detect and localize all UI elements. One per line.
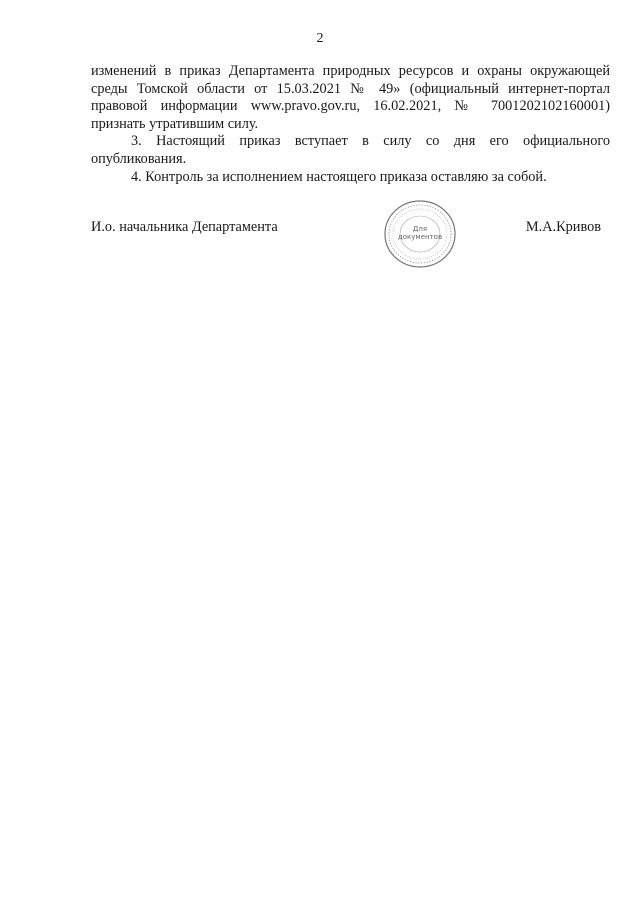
document-body xyxy=(91,63,610,186)
stamp-text-line-2: документов xyxy=(397,233,443,241)
signer-name: М.А.Кривов xyxy=(525,219,601,235)
page-number: 2 xyxy=(316,31,324,46)
signature-block xyxy=(91,219,610,239)
signer-title: И.о. начальника Департамента xyxy=(91,219,278,235)
paragraph-item-4: 4. Контроль за исполнением настоящего приказа оставляю за собой. xyxy=(131,168,547,185)
paragraph-continuation: изменений в приказ Департамента природных ресурсов и охраны окружающей среды Томской области от 15.03.2021 № 49» (официальный интернет-портал правовой информации www.pravo.gov.ru, 16.02.2021, № 7001202102160001) признать утратившим силу. xyxy=(91,63,610,132)
seal-stamp xyxy=(383,199,457,269)
paragraph-item-3: 3. Настоящий приказ вступает в силу со дня его официального опубликования. xyxy=(91,133,610,167)
stamp-text-line-1: Для xyxy=(412,225,428,233)
